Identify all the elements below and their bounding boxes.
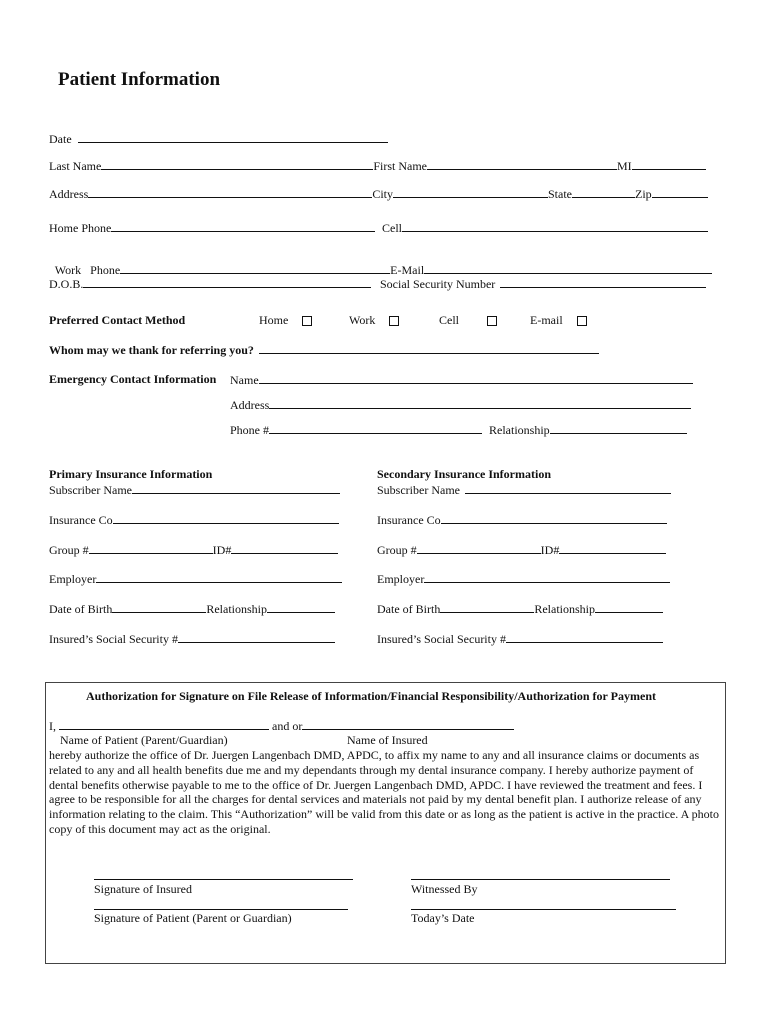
witnessed-by-label: Witnessed By xyxy=(411,882,478,896)
primary-dob-row xyxy=(49,601,335,616)
emergency-address-input[interactable] xyxy=(269,397,691,409)
city-input[interactable] xyxy=(393,186,548,198)
secondary-dob-label: Date of Birth xyxy=(377,602,441,616)
secondary-subscriber-row xyxy=(377,482,671,497)
secondary-employer-row xyxy=(377,571,670,586)
contact-email-label: E-mail xyxy=(530,313,563,327)
secondary-employer-label: Employer xyxy=(377,572,425,586)
name-of-insured-caption: Name of Insured xyxy=(347,733,428,747)
dob-input[interactable] xyxy=(83,276,371,288)
insured-name-input[interactable] xyxy=(302,718,514,730)
work-phone-input[interactable] xyxy=(120,262,390,274)
page-title: Patient Information xyxy=(58,69,221,90)
work-phone-row xyxy=(49,248,712,277)
dob-row xyxy=(49,276,371,291)
todays-date-label: Today’s Date xyxy=(411,911,475,925)
mi-input[interactable] xyxy=(632,158,706,170)
authorization-heading: Authorization for Signature on File Release of Information/Financial Responsibility/Authorization for Payment xyxy=(86,689,656,703)
and-or-label: and or xyxy=(272,719,303,733)
home-phone-label: Home Phone xyxy=(49,221,112,235)
emergency-label: Emergency Contact Information xyxy=(49,372,217,386)
primary-employer-input[interactable] xyxy=(96,571,342,583)
home-phone-input[interactable] xyxy=(111,220,375,232)
authorization-names-row xyxy=(49,718,514,733)
cell-label: Cell xyxy=(382,221,402,235)
authorization-i-label: I, xyxy=(49,719,56,733)
secondary-subscriber-input[interactable] xyxy=(465,482,671,494)
primary-dob-label: Date of Birth xyxy=(49,602,113,616)
secondary-ssn-label: Insured’s Social Security # xyxy=(377,632,506,646)
secondary-relationship-input[interactable] xyxy=(595,601,663,613)
zip-input[interactable] xyxy=(652,186,708,198)
primary-insurance-heading: Primary Insurance Information xyxy=(49,467,213,481)
primary-id-input[interactable] xyxy=(231,542,338,554)
mi-label: MI xyxy=(616,159,632,173)
todays-date-line[interactable] xyxy=(411,909,676,910)
secondary-company-row xyxy=(377,512,667,527)
emergency-phone-label: Phone # xyxy=(230,423,269,437)
contact-cell-label: Cell xyxy=(439,313,459,327)
primary-relationship-input[interactable] xyxy=(267,601,335,613)
cell-row xyxy=(382,220,708,235)
referral-label: Whom may we thank for referring you? xyxy=(49,343,254,357)
emergency-phone-row xyxy=(230,422,687,437)
primary-subscriber-label: Subscriber Name xyxy=(49,483,132,497)
authorization-paragraph: hereby authorize the office of Dr. Juergen Langenbach DMD, APDC, to affix my name to any and all insurance claims or documents as related to any and all health benefits due me and my dependants through my dental insurance company. I hereby authorize payment of dental benefits otherwise payable to me to the office of Dr. Juergen Langenbach DMD, APDC. I have reviewed the treatment and fees. I agree to be responsible for all the charges for dental services and materials not paid by my dental benefit plan. I authorize release of any information relating to the claim. This “Authorization” will be valid from this date or as long as the patient is active in the practice. A photo copy of this document may act as the original. xyxy=(49,748,719,836)
last-name-label: Last Name xyxy=(49,159,102,173)
contact-home-option[interactable] xyxy=(259,313,312,327)
patient-signature-line[interactable] xyxy=(94,909,348,910)
state-input[interactable] xyxy=(572,186,635,198)
primary-subscriber-input[interactable] xyxy=(132,482,340,494)
emergency-name-row xyxy=(230,372,693,387)
primary-ssn-row xyxy=(49,631,335,646)
contact-work-label: Work xyxy=(349,313,376,327)
first-name-label: First Name xyxy=(373,159,427,173)
contact-work-option[interactable] xyxy=(349,313,399,327)
secondary-group-row xyxy=(377,542,666,557)
date-label: Date xyxy=(49,132,72,146)
name-row xyxy=(49,158,706,173)
emergency-phone-input[interactable] xyxy=(269,422,482,434)
primary-group-input[interactable] xyxy=(89,542,213,554)
primary-id-label: ID# xyxy=(212,543,232,557)
primary-dob-input[interactable] xyxy=(112,601,206,613)
date-input[interactable] xyxy=(78,131,388,143)
primary-company-row xyxy=(49,512,339,527)
emergency-relationship-label: Relationship xyxy=(489,423,550,437)
secondary-id-label: ID# xyxy=(540,543,560,557)
primary-subscriber-row xyxy=(49,482,340,497)
secondary-ssn-input[interactable] xyxy=(506,631,663,643)
patient-name-input[interactable] xyxy=(59,718,269,730)
address-label: Address xyxy=(49,187,89,201)
emergency-name-input[interactable] xyxy=(259,372,693,384)
cell-input[interactable] xyxy=(402,220,708,232)
secondary-group-label: Group # xyxy=(377,543,417,557)
ssn-row xyxy=(380,276,706,291)
address-input[interactable] xyxy=(88,186,372,198)
emergency-name-label: Name xyxy=(230,373,259,387)
primary-employer-row xyxy=(49,571,342,586)
dob-label: D.O.B. xyxy=(49,277,84,291)
date-row xyxy=(49,131,388,146)
contact-home-checkbox[interactable] xyxy=(302,316,312,326)
primary-company-label: Insurance Co xyxy=(49,513,113,527)
secondary-company-label: Insurance Co xyxy=(377,513,441,527)
secondary-employer-input[interactable] xyxy=(424,571,670,583)
primary-relationship-label: Relationship xyxy=(206,602,267,616)
secondary-relationship-label: Relationship xyxy=(534,602,595,616)
name-of-patient-caption: Name of Patient (Parent/Guardian) xyxy=(60,733,228,747)
secondary-id-input[interactable] xyxy=(559,542,666,554)
witness-signature-line[interactable] xyxy=(411,879,670,880)
contact-cell-option[interactable] xyxy=(439,313,497,327)
state-label: State xyxy=(548,187,572,201)
signature-of-insured-label: Signature of Insured xyxy=(94,882,192,896)
emergency-address-label: Address xyxy=(230,398,270,412)
secondary-group-input[interactable] xyxy=(417,542,541,554)
contact-email-checkbox[interactable] xyxy=(577,316,587,326)
work-phone-label: Work Phone xyxy=(54,263,121,277)
primary-group-label: Group # xyxy=(49,543,89,557)
primary-ssn-input[interactable] xyxy=(178,631,335,643)
ssn-input[interactable] xyxy=(500,276,706,288)
city-label: City xyxy=(372,187,393,201)
secondary-insurance-heading: Secondary Insurance Information xyxy=(377,467,552,481)
email-input[interactable] xyxy=(424,262,712,274)
emergency-address-row xyxy=(230,397,691,412)
secondary-dob-row xyxy=(377,601,663,616)
email-label: E-Mail xyxy=(390,263,425,277)
primary-ssn-label: Insured’s Social Security # xyxy=(49,632,178,646)
contact-work-checkbox[interactable] xyxy=(389,316,399,326)
contact-email-option[interactable] xyxy=(530,313,587,327)
zip-label: Zip xyxy=(635,187,652,201)
address-row xyxy=(49,186,708,201)
contact-home-label: Home xyxy=(259,313,289,327)
primary-group-row xyxy=(49,542,338,557)
secondary-ssn-row xyxy=(377,631,663,646)
insured-signature-line[interactable] xyxy=(94,879,353,880)
referral-input[interactable] xyxy=(259,342,599,354)
primary-employer-label: Employer xyxy=(49,572,97,586)
secondary-company-input[interactable] xyxy=(441,512,667,524)
emergency-relationship-input[interactable] xyxy=(550,422,687,434)
referral-row xyxy=(49,342,599,357)
last-name-input[interactable] xyxy=(101,158,373,170)
signature-of-patient-label: Signature of Patient (Parent or Guardian) xyxy=(94,911,292,925)
contact-cell-checkbox[interactable] xyxy=(487,316,497,326)
secondary-dob-input[interactable] xyxy=(440,601,534,613)
first-name-input[interactable] xyxy=(427,158,617,170)
ssn-label: Social Security Number xyxy=(380,277,496,291)
contact-method-label: Preferred Contact Method xyxy=(49,313,186,327)
primary-company-input[interactable] xyxy=(113,512,339,524)
secondary-subscriber-label: Subscriber Name xyxy=(377,483,460,497)
home-phone-row xyxy=(49,220,375,235)
